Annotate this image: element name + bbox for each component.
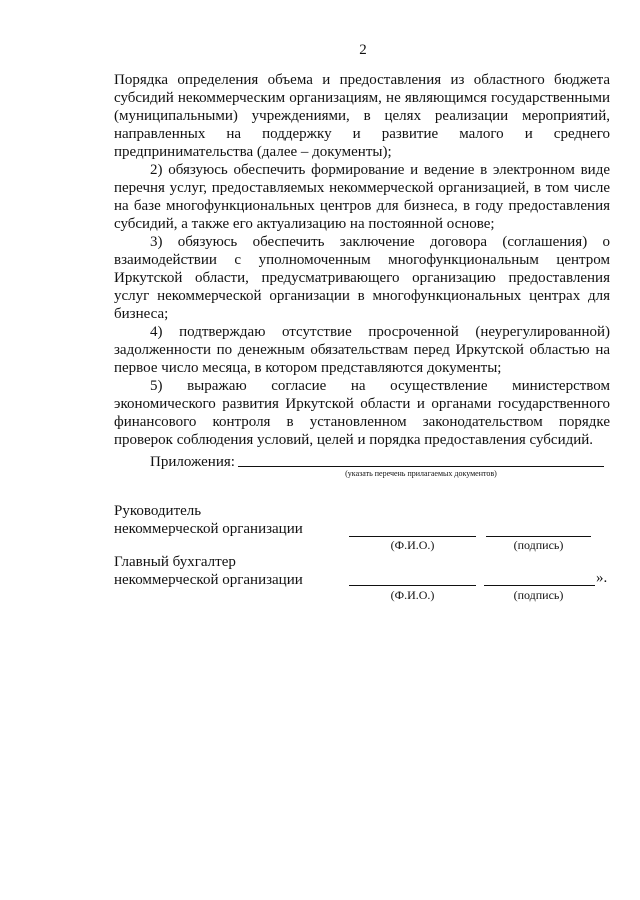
document-body — [114, 71, 610, 449]
attachments-blank-line — [238, 466, 604, 467]
accountant-signature-line — [484, 585, 595, 586]
accountant-fio-hint: (Ф.И.О.) — [390, 588, 435, 602]
head-title-line1: Руководитель — [114, 503, 202, 519]
head-fio-hint: (Ф.И.О.) — [390, 538, 435, 552]
paragraph-item-2: 2) обязуюсь обеспечить формирование и ведение в электронном виде перечня услуг, предоставляемых некоммерческой организацией, в том числе на базе многофункциональных центров для бизнеса, в году предоставления субсидий, а также его актуализацию на постоянной основе; — [114, 162, 610, 232]
attachments-hint: (указать перечень прилагаемых документов) — [345, 469, 497, 478]
page-number: 2 — [359, 42, 367, 58]
paragraph-intro: Порядка определения объема и предоставления из областного бюджета субсидий некоммерческим организациям, не являющимся государственными (муниципальными) учреждениями, в целях реализации мероприятий, направленных на поддержку и развитие малого и среднего предпринимательства (далее – документы); — [114, 72, 610, 160]
accountant-title-line2: некоммерческой организации — [114, 572, 303, 588]
head-fio-line — [349, 536, 476, 537]
attachments-label: Приложения: — [150, 454, 235, 470]
paragraph-item-5: 5) выражаю согласие на осуществление министерством экономического развития Иркутской области и органами государственного финансового контроля в установленном законодательством порядке проверок соблюдения условий, целей и порядка предоставления субсидий. — [114, 378, 610, 448]
closing-quote: ». — [596, 570, 608, 586]
head-title-line2: некоммерческой организации — [114, 521, 303, 537]
accountant-title-line1: Главный бухгалтер — [114, 554, 236, 570]
paragraph-item-4: 4) подтверждаю отсутствие просроченной (неурегулированной) задолженности по денежным обязательствам перед Иркутской областью на первое число месяца, в котором представляются документы; — [114, 324, 610, 376]
paragraph-item-3: 3) обязуюсь обеспечить заключение договора (соглашения) о взаимодействии с уполномоченным многофункциональным центром Иркутской области, предусматривающего организацию предоставления услуг некоммерческой организации в многофункциональных центрах для бизнеса; — [114, 234, 610, 322]
accountant-fio-line — [349, 585, 476, 586]
accountant-signature-hint: (подпись) — [513, 588, 564, 602]
head-signature-line — [486, 536, 591, 537]
head-signature-hint: (подпись) — [513, 538, 564, 552]
